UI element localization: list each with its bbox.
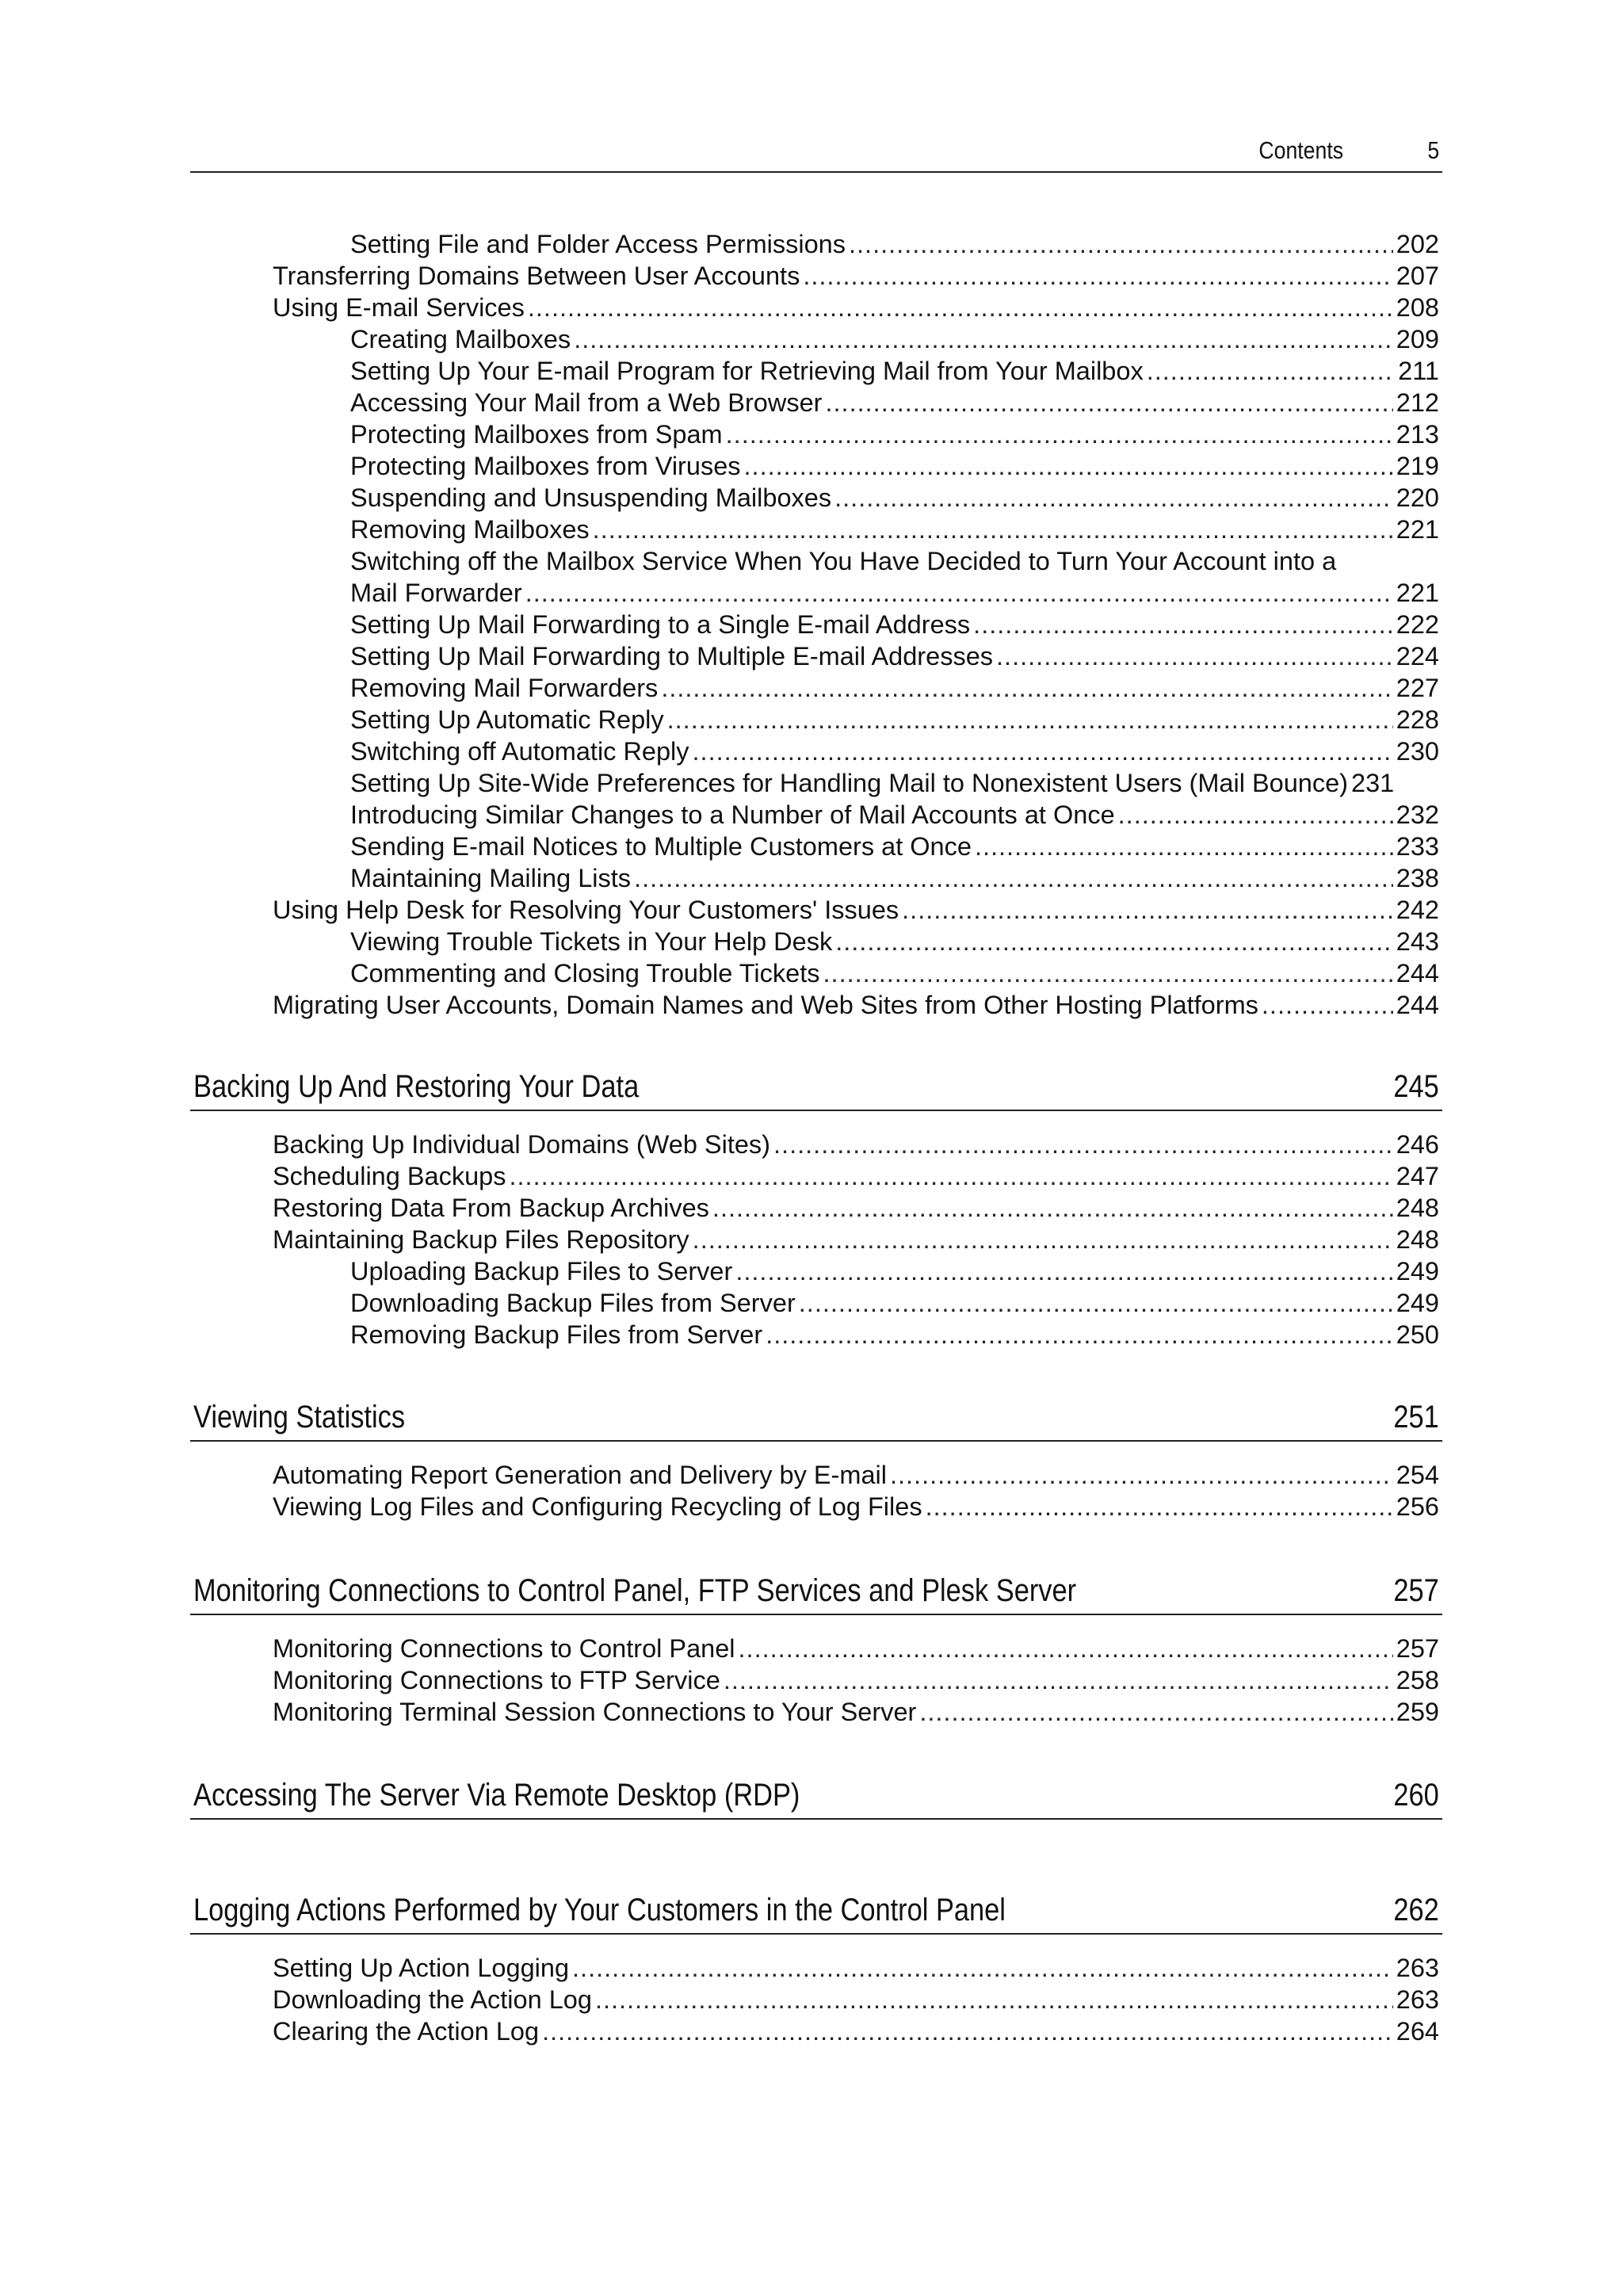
toc-entry[interactable] — [190, 862, 1442, 894]
toc-entry-page: 249 — [1396, 1257, 1439, 1286]
section-entries — [190, 1459, 1442, 1522]
toc-entry-title: Setting Up Automatic Reply — [350, 705, 664, 734]
toc-entry[interactable] — [190, 672, 1442, 704]
toc-leader-dots — [693, 1224, 1393, 1255]
toc-entry-page: 207 — [1396, 262, 1439, 290]
toc-entry[interactable] — [190, 514, 1442, 545]
toc-entry-title: Switching off the Mailbox Service When You Have Decided to Turn Your Account into a — [350, 547, 1337, 575]
toc-entry-page: 220 — [1396, 483, 1439, 512]
toc-entry-title: Viewing Log Files and Configuring Recycling of Log Files — [273, 1492, 922, 1521]
toc-entry-page: 211 — [1398, 357, 1439, 385]
toc-entry-page: 263 — [1396, 1954, 1439, 1982]
toc-entry[interactable] — [190, 767, 1442, 799]
toc-entry-page: 243 — [1396, 927, 1439, 956]
toc-entry-title: Restoring Data From Backup Archives — [273, 1194, 709, 1222]
toc-entry[interactable] — [190, 799, 1442, 831]
toc-entry-page: 209 — [1396, 325, 1439, 353]
toc-entry-title: Setting Up Mail Forwarding to a Single E-mail Address — [350, 610, 971, 639]
toc-entry[interactable] — [190, 228, 1442, 260]
toc-entry[interactable] — [190, 1491, 1442, 1522]
toc-entry-title: Scheduling Backups — [273, 1162, 506, 1190]
toc-leader-dots — [996, 640, 1393, 672]
toc-entry-title: Transferring Domains Between User Accounts — [273, 262, 800, 290]
toc-entry[interactable] — [190, 894, 1442, 926]
section-title: Logging Actions Performed by Your Customers in the Control Panel — [193, 1893, 1006, 1927]
toc-entry[interactable] — [190, 355, 1442, 387]
toc-entry[interactable] — [190, 1255, 1442, 1287]
toc-entry-page: 208 — [1396, 293, 1439, 322]
toc-section-logging-actions — [190, 1889, 1442, 2047]
toc-entry-title: Monitoring Connections to Control Panel — [273, 1634, 735, 1663]
toc-entry-page: 244 — [1396, 991, 1439, 1019]
toc-entry[interactable] — [190, 989, 1442, 1021]
toc-leader-dots — [890, 1459, 1393, 1491]
toc-entry-page: 221 — [1396, 515, 1439, 544]
section-page: 257 — [1393, 1573, 1439, 1608]
toc-entry-page: 224 — [1396, 642, 1439, 670]
toc-entry[interactable] — [190, 1129, 1442, 1160]
toc-leader-dots — [525, 577, 1393, 609]
toc-entry-title: Switching off Automatic Reply — [350, 737, 689, 766]
toc-entry-title: Creating Mailboxes — [350, 325, 571, 353]
toc-entry[interactable] — [190, 704, 1442, 735]
toc-entry-page: 250 — [1396, 1320, 1439, 1349]
toc-entry-title: Suspending and Unsuspending Mailboxes — [350, 483, 832, 512]
toc-entry-page: 264 — [1396, 2017, 1439, 2046]
toc-entry[interactable] — [190, 1319, 1442, 1350]
toc-leader-dots — [1118, 799, 1393, 831]
toc-entry-page: 202 — [1396, 230, 1439, 258]
toc-entry-page: 249 — [1396, 1289, 1439, 1317]
toc-entry-title: Protecting Mailboxes from Spam — [350, 420, 723, 449]
toc-leader-dots — [926, 1491, 1393, 1522]
section-title: Viewing Statistics — [193, 1400, 406, 1435]
section-entries — [190, 1952, 1442, 2047]
toc-leader-dots — [825, 387, 1392, 418]
toc-leader-dots — [834, 482, 1393, 514]
section-page: 260 — [1393, 1778, 1439, 1813]
toc-entry[interactable] — [190, 545, 1442, 577]
toc-section-monitoring-connections — [190, 1569, 1442, 1728]
toc-entry-page: 244 — [1396, 959, 1439, 988]
toc-entry[interactable] — [190, 323, 1442, 355]
toc-entry[interactable] — [190, 418, 1442, 450]
toc-entry-page: 221 — [1396, 579, 1439, 607]
toc-leader-dots — [542, 2015, 1393, 2047]
toc-leader-dots — [724, 1664, 1393, 1696]
toc-entry[interactable] — [190, 260, 1442, 292]
toc-leader-dots — [667, 704, 1393, 735]
section-heading[interactable] — [190, 1065, 1442, 1111]
toc-leader-dots — [593, 514, 1393, 545]
toc-entry[interactable] — [190, 957, 1442, 989]
toc-leader-dots — [975, 831, 1393, 862]
toc-entry[interactable] — [190, 1287, 1442, 1319]
toc-entry-title: Downloading the Action Log — [273, 1985, 592, 2014]
toc-entry-title: Protecting Mailboxes from Viruses — [350, 452, 741, 480]
toc-entry-page: 254 — [1396, 1461, 1439, 1489]
section-title: Accessing The Server Via Remote Desktop (RDP) — [193, 1778, 800, 1813]
toc-section-backing-up — [190, 1065, 1442, 1350]
toc-leader-dots — [744, 450, 1393, 482]
toc-entry-title: Using E-mail Services — [273, 293, 525, 322]
toc-entry-title: Maintaining Backup Files Repository — [273, 1225, 689, 1254]
toc-entry[interactable] — [190, 1664, 1442, 1696]
toc-entry-title: Setting Up Site-Wide Preferences for Handling Mail to Nonexistent Users (Mail Bounce) — [350, 769, 1349, 797]
toc-entry-title: Introducing Similar Changes to a Number of Mail Accounts at Once — [350, 800, 1115, 829]
toc-leader-dots — [726, 418, 1393, 450]
toc-entry-title: Clearing the Action Log — [273, 2017, 540, 2046]
toc-entry-title: Automating Report Generation and Delivery by E-mail — [273, 1461, 887, 1489]
toc-entry-title: Downloading Backup Files from Server — [350, 1289, 796, 1317]
toc-leader-dots — [773, 1129, 1393, 1160]
toc-leader-dots — [595, 1984, 1393, 2015]
toc-entry-page: 228 — [1396, 705, 1439, 734]
toc-entry-title: Setting Up Mail Forwarding to Multiple E-mail Addresses — [350, 642, 994, 670]
toc-entry-title: Migrating User Accounts, Domain Names and Web Sites from Other Hosting Platforms — [273, 991, 1258, 1019]
toc-leader-dots — [902, 894, 1393, 926]
toc-entry-title: Accessing Your Mail from a Web Browser — [350, 388, 823, 417]
toc-entry-title: Monitoring Terminal Session Connections to Your Server — [273, 1698, 917, 1726]
toc-entry[interactable] — [190, 450, 1442, 482]
toc-leader-dots — [835, 926, 1393, 957]
toc-entry[interactable] — [190, 1192, 1442, 1224]
section-entries — [190, 1129, 1442, 1350]
toc-section-remote-desktop — [190, 1774, 1442, 1820]
toc-section-viewing-statistics — [190, 1396, 1442, 1522]
toc-leader-dots — [973, 609, 1393, 640]
toc-entry-title: Monitoring Connections to FTP Service — [273, 1666, 720, 1694]
section-heading[interactable] — [190, 1774, 1442, 1820]
toc-entry-title: Using Help Desk for Resolving Your Customers' Issues — [273, 896, 899, 924]
toc-entry[interactable] — [190, 1459, 1442, 1491]
toc-entry-page: 230 — [1396, 737, 1439, 766]
toc-leader-dots — [739, 1633, 1393, 1664]
toc-leader-dots — [1262, 989, 1393, 1021]
toc-entry-page: 219 — [1396, 452, 1439, 480]
toc-entry-title: Viewing Trouble Tickets in Your Help Desk — [350, 927, 833, 956]
section-page: 245 — [1393, 1069, 1439, 1104]
toc-entry-title: Maintaining Mailing Lists — [350, 864, 632, 892]
section-title: Monitoring Connections to Control Panel, FTP Services and Plesk Server — [193, 1573, 1077, 1608]
toc-entry-page: 242 — [1396, 896, 1439, 924]
toc-entry-title: Mail Forwarder — [350, 579, 522, 607]
toc-entry[interactable] — [190, 577, 1442, 609]
toc-leader-dots — [803, 260, 1392, 292]
section-heading[interactable] — [190, 1889, 1442, 1935]
toc-entry[interactable] — [190, 1633, 1442, 1664]
header-title: Contents — [1258, 136, 1343, 164]
toc-leader-dots — [572, 1952, 1393, 1984]
toc-entry-title: Removing Mail Forwarders — [350, 674, 659, 702]
toc-leader-dots — [574, 323, 1393, 355]
section-entries — [190, 1633, 1442, 1728]
toc-entry[interactable] — [190, 1984, 1442, 2015]
toc-entry-page: 238 — [1396, 864, 1439, 892]
toc-entry-page: 258 — [1396, 1666, 1439, 1694]
toc-entry-page: 248 — [1396, 1194, 1439, 1222]
toc-entry-page: 257 — [1396, 1634, 1439, 1663]
toc-entry-title: Backing Up Individual Domains (Web Sites) — [273, 1130, 771, 1159]
toc-entry-page: 256 — [1396, 1492, 1439, 1521]
section-heading[interactable] — [190, 1396, 1442, 1442]
toc-entry-title: Sending E-mail Notices to Multiple Customers at Once — [350, 832, 972, 861]
toc-leader-dots — [693, 735, 1393, 767]
toc-entry[interactable] — [190, 735, 1442, 767]
toc-leader-dots — [919, 1696, 1392, 1728]
toc-entry[interactable] — [190, 1160, 1442, 1192]
toc-leader-dots — [1147, 355, 1395, 387]
toc-entry-title: Commenting and Closing Trouble Tickets — [350, 959, 820, 988]
toc-entry-title: Removing Backup Files from Server — [350, 1320, 763, 1349]
toc-entry-page: 248 — [1396, 1225, 1439, 1254]
toc-entry-page: 232 — [1396, 800, 1439, 829]
header-page-number: 5 — [1427, 136, 1439, 164]
toc-leader-dots — [849, 228, 1393, 260]
toc-entry[interactable] — [190, 609, 1442, 640]
toc-entry-page: 247 — [1396, 1162, 1439, 1190]
toc-leader-dots — [823, 957, 1393, 989]
toc-entry[interactable] — [190, 926, 1442, 957]
toc-leader-dots — [712, 1192, 1393, 1224]
toc-leader-dots — [510, 1160, 1393, 1192]
toc-entry-page: 212 — [1396, 388, 1439, 417]
toc-entry-page: 263 — [1396, 1985, 1439, 2014]
section-title: Backing Up And Restoring Your Data — [193, 1069, 640, 1104]
toc-entry[interactable] — [190, 387, 1442, 418]
toc-leader-dots — [766, 1319, 1393, 1350]
toc-entry-page: 222 — [1396, 610, 1439, 639]
running-header — [190, 133, 1442, 173]
toc-entry-page: 259 — [1396, 1698, 1439, 1726]
section-page: 251 — [1393, 1400, 1439, 1435]
toc-entry-page: 227 — [1396, 674, 1439, 702]
section-heading[interactable] — [190, 1569, 1442, 1615]
toc-entry[interactable] — [190, 482, 1442, 514]
toc-entry[interactable] — [190, 831, 1442, 862]
toc-entry-title: Setting Up Your E-mail Program for Retrieving Mail from Your Mailbox — [350, 357, 1144, 385]
toc-entry[interactable] — [190, 1696, 1442, 1728]
toc-entry-title: Uploading Backup Files to Server — [350, 1257, 733, 1286]
toc-entry[interactable] — [190, 1224, 1442, 1255]
toc-entry-page: 246 — [1396, 1130, 1439, 1159]
toc-entry-page: 231 — [1351, 769, 1395, 797]
toc-entry[interactable] — [190, 1952, 1442, 1984]
section-page: 262 — [1393, 1893, 1439, 1927]
toc-entry-title: Setting File and Folder Access Permissions — [350, 230, 846, 258]
toc-leader-dots — [735, 1255, 1392, 1287]
toc-continued-entries — [190, 228, 1442, 1021]
toc-leader-dots — [528, 292, 1393, 323]
toc-entry-title: Removing Mailboxes — [350, 515, 590, 544]
toc-leader-dots — [799, 1287, 1393, 1319]
toc-entry[interactable] — [190, 640, 1442, 672]
toc-entry[interactable] — [190, 292, 1442, 323]
toc-entry-title: Setting Up Action Logging — [273, 1954, 570, 1982]
toc-entry[interactable] — [190, 2015, 1442, 2047]
toc-entry-page: 233 — [1396, 832, 1439, 861]
toc-leader-dots — [634, 862, 1393, 894]
toc-entry-page: 213 — [1396, 420, 1439, 449]
toc-leader-dots — [661, 672, 1392, 704]
